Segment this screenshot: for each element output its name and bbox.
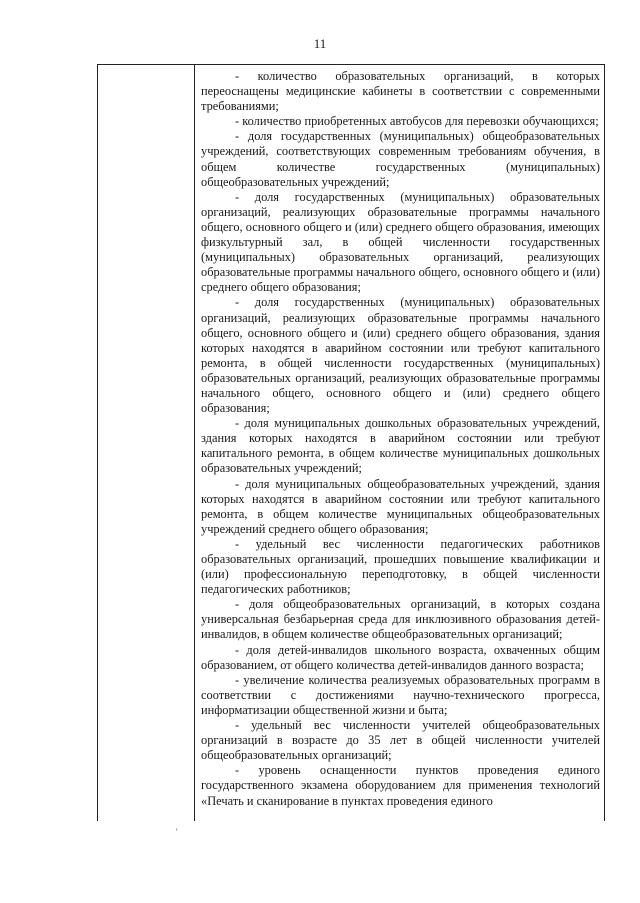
indicator-item: - доля детей-инвалидов школьного возраста, охваченных общим образованием, от общего количества детей-инвалидов данного возраста; (201, 642, 600, 672)
table-left-cell (98, 65, 195, 821)
scan-mark: ' (176, 827, 178, 837)
indicator-item: - доля государственных (муниципальных) образовательных организаций, реализующих образовательные программы начального общего, основного общего и (или) среднего общего образования, имеющих физкультурный зал, в общей численности государственных (муниципальных) образовательных организаций, реализующих образовательные программы начального общего, основного общего и (или) среднего общего образования; (201, 189, 600, 295)
indicator-item: - доля государственных (муниципальных) образовательных организаций, реализующих образовательные программы начального общего, основного общего и (или) среднего общего образования, здания которых находятся в аварийном состоянии или требуют капитального ремонта, в общей численности государственных (муниципальных) образовательных организаций, реализующих образовательные программы начального общего, основного общего и (или) среднего общего образования; (201, 295, 600, 416)
indicator-item: - количество приобретенных автобусов для перевозки обучающихся; (235, 114, 599, 129)
indicator-item: - количество образовательных организаций, в которых переоснащены медицинские кабинеты в соответствии с современными требованиями; (201, 69, 600, 114)
table-right-cell (195, 65, 604, 821)
indicator-item: - удельный вес численности учителей общеобразовательных организаций в возрасте до 35 лет в общей численности учителей общеобразовательных организаций; (201, 718, 600, 763)
indicator-item: - доля муниципальных дошкольных образовательных учреждений, здания которых находятся в аварийном состоянии или требуют капитального ремонта, в общем количестве муниципальных дошкольных образовательных учреждений; (201, 416, 600, 476)
indicator-item: - доля общеобразовательных организаций, в которых создана универсальная безбарьерная среда для инклюзивного образования детей-инвалидов, в общем количестве общеобразовательных организаций; (201, 597, 600, 642)
document-table (97, 64, 605, 821)
page-number: 11 (313, 36, 327, 51)
indicator-item: - доля муниципальных общеобразовательных учреждений, здания которых находятся в аварийном состоянии или требуют капитального ремонта, в общем количестве муниципальных общеобразовательных учреждений среднего общего образования; (201, 476, 600, 536)
indicator-item: - уровень оснащенности пунктов проведения единого государственного экзамена оборудованием для применения технологий «Печать и сканирование в пунктах проведения единого (201, 763, 600, 808)
indicator-item: - увеличение количества реализуемых образовательных программ в соответствии с достижениями научно-технического прогресса, информатизации общественной жизни и быта; (201, 672, 600, 717)
indicator-item: - удельный вес численности педагогических работников образовательных организаций, прошедших повышение квалификации и (или) профессиональную переподготовку, в общей численности педагогических работников; (201, 536, 600, 597)
indicator-item: - доля государственных (муниципальных) общеобразовательных учреждений, соответствующих современным требованиям обучения, в общем количестве государственных (муниципальных) общеобразовательных учреждений; (201, 129, 600, 189)
